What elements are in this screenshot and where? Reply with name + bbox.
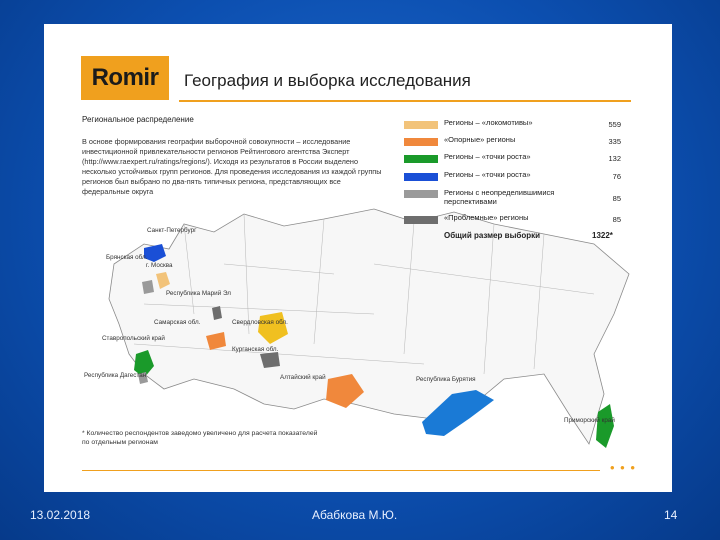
legend-value: 85 [612,215,621,224]
legend-label: «Проблемные» регионы [444,213,529,222]
section-heading: Региональное распределение [82,115,194,124]
legend-swatch [404,138,438,146]
slide [44,24,672,492]
legend-item [404,152,629,166]
legend-item [404,213,629,227]
legend-item [404,118,629,132]
legend-value: 335 [608,137,621,146]
russia-map [74,204,634,464]
label-sverdlovsk: Свердловская обл. [232,319,288,326]
footer-date: 13.02.2018 [30,508,91,522]
bottom-divider [82,470,600,471]
label-buryatia: Республика Бурятия [416,376,476,383]
label-kurgan: Курганская обл. [232,346,279,353]
romir-logo: Romir [81,56,169,100]
legend-label: Регионы – «точки роста» [444,170,531,179]
slide-title: География и выборка исследования [184,71,471,90]
legend-value: 132 [608,154,621,163]
legend-label: Регионы – «локомотивы» [444,118,533,127]
legend-item [404,188,629,208]
total-value: 1322* [592,231,613,240]
label-primorsky: Приморский край [564,417,615,424]
russia-outline [109,209,629,444]
footer-author: Абабкова М.Ю. [312,508,398,522]
label-stavropol: Ставропольский край [102,335,165,342]
legend-swatch [404,173,438,181]
label-dagestan: Республика Дагестан [84,372,147,379]
legend-swatch [404,121,438,129]
region-bryansk [142,280,154,294]
total-label: Общий размер выборки [444,231,541,240]
legend-label: Регионы – «точки роста» [444,152,531,161]
title-divider [179,100,631,102]
label-samara: Самарская обл. [154,319,201,326]
legend-item [404,170,629,184]
legend-value: 85 [612,194,621,203]
legend-swatch [404,190,438,198]
legend-value: 76 [612,172,621,181]
label-mari: Республика Марий Эл [166,290,231,297]
label-moscow: г. Москва [146,262,173,269]
legend-swatch [404,155,438,163]
legend-value: 559 [608,120,621,129]
footnote: * Количество респондентов заведомо увеличено для расчета показателей по отдельным регионам [82,430,318,446]
footer-page-number: 14 [664,508,678,522]
legend-item [404,135,629,149]
description-text: В основе формирования географии выборочной совокупности – исследование инвестиционной привлекательности регионов Рейтингового агентства Эксперт (http://www.raexpert.ru/ratings/regions/). Исходя из результатов в России выделено несколько устойчивых групп регионов. Для проведения исследования из каждой группы регионов был выбрано по два-пять типичных региона, представляющих все федеральные округа [82,137,382,196]
legend-label: «Опорные» регионы [444,135,516,144]
dots-decoration: • • • [610,460,636,475]
legend-swatch [404,216,438,224]
label-altai: Алтайский край [280,374,326,381]
legend-label: Регионы с неопределившимися перспективами [444,188,555,206]
label-bryansk: Брянская обл. [106,254,148,261]
label-spb: Санкт-Петербург [147,227,197,234]
